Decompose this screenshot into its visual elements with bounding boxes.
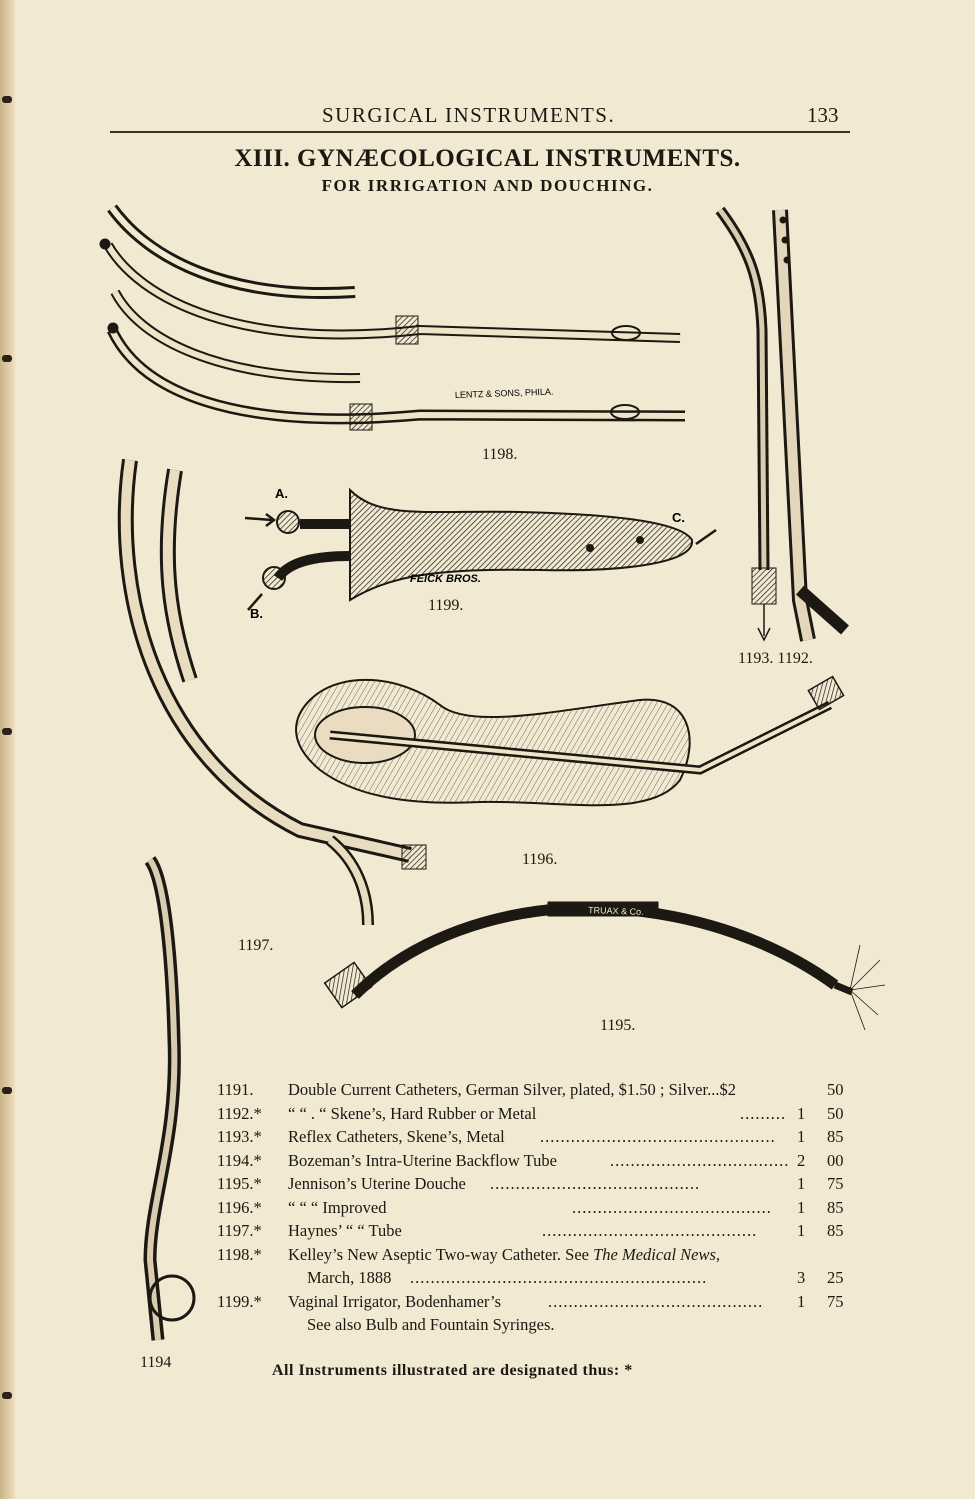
item-description: Jennison’s Uterine Douche xyxy=(288,1174,466,1193)
footer-note: All Instruments illustrated are designated thus: * xyxy=(272,1362,633,1379)
item-number: 1196.* xyxy=(217,1197,262,1217)
item-number: 1195.* xyxy=(217,1174,262,1193)
figure-label-1194: 1194 xyxy=(140,1354,172,1371)
price-row xyxy=(200,1290,860,1314)
item-dollars: 1 xyxy=(797,1221,806,1240)
item-description: “ “ “ Improved xyxy=(288,1197,387,1217)
douche-1195-illustration xyxy=(325,902,885,1030)
item-number: 1193.* xyxy=(217,1127,262,1146)
item-cents: 50 xyxy=(827,1080,844,1099)
leader-dots: ................................... xyxy=(610,1150,790,1170)
section-title: XIII. GYNÆCOLOGICAL INSTRUMENTS. xyxy=(234,145,741,172)
item-description: “ “ . “ Skene’s, Hard Rubber or Metal xyxy=(288,1103,537,1123)
figure-label-1195: 1195. xyxy=(600,1017,636,1034)
item-description: Haynes’ “ “ Tube xyxy=(288,1221,402,1240)
item-cents: 85 xyxy=(827,1127,844,1146)
price-list xyxy=(200,1078,860,1337)
item-dollars: 1 xyxy=(797,1174,806,1193)
item-description: Reflex Catheters, Skene’s, Metal xyxy=(288,1127,505,1146)
running-header: SURGICAL INSTRUMENTS. xyxy=(322,103,616,127)
item-cents: 25 xyxy=(827,1268,844,1287)
item-number: 1198.* xyxy=(217,1244,262,1264)
item-description: Double Current Catheters, German Silver, plated, $1.50 ; Silver...$2 xyxy=(288,1080,736,1099)
marker-a: A. xyxy=(275,486,288,501)
item-dollars: 1 xyxy=(797,1103,806,1123)
figure-label-1196: 1196. xyxy=(522,851,558,868)
item-description-text: Kelley’s New Aseptic Two-way Catheter. See xyxy=(288,1244,594,1264)
item-number: 1194.* xyxy=(217,1150,262,1170)
price-row xyxy=(200,1219,860,1243)
price-row xyxy=(200,1078,860,1102)
item-number: 1191. xyxy=(217,1080,254,1099)
item-cents: 75 xyxy=(827,1174,844,1193)
item-dollars: 3 xyxy=(797,1268,806,1287)
marker-c: C. xyxy=(672,510,685,525)
leader-dots: ......... xyxy=(740,1103,787,1123)
catheter-1193-illustration xyxy=(720,210,776,640)
item-number: 1197.* xyxy=(217,1221,262,1240)
price-row xyxy=(200,1266,860,1290)
maker-stamp-lentz: LENTZ & SONS, PHILA. xyxy=(454,386,554,400)
item-cents: 85 xyxy=(827,1197,844,1217)
figure-label-1199: 1199. xyxy=(428,597,464,614)
figure-label-1198: 1198. xyxy=(482,446,518,463)
leader-dots: .......................................... xyxy=(542,1221,758,1240)
leader-dots: ....................................... xyxy=(572,1197,772,1217)
item-dollars: 1 xyxy=(797,1127,806,1146)
item-cents: 85 xyxy=(827,1221,844,1240)
leader-dots: .......................................... xyxy=(548,1291,764,1311)
price-row xyxy=(200,1125,860,1149)
item-number: 1192.* xyxy=(217,1103,262,1123)
maker-stamp-truax: TRUAX & Co. xyxy=(587,905,644,917)
item-dollars: 1 xyxy=(797,1291,806,1311)
figure-label-1197: 1197. xyxy=(238,937,274,954)
leader-dots: ......................................... xyxy=(490,1174,701,1193)
price-row xyxy=(200,1196,860,1220)
item-dollars: 2 xyxy=(797,1150,806,1170)
page-number: 133 xyxy=(807,103,839,127)
price-row xyxy=(200,1243,860,1267)
figure-label-1193-1192: 1193. 1192. xyxy=(738,650,813,667)
leader-dots: .............................................. xyxy=(540,1127,776,1146)
item-cents: 00 xyxy=(827,1150,844,1170)
irrigator-1199-illustration xyxy=(245,490,716,610)
price-row xyxy=(200,1102,860,1126)
price-row xyxy=(200,1149,860,1173)
item-dollars: 1 xyxy=(797,1197,806,1217)
marker-b: B. xyxy=(250,606,263,621)
douche-1196-illustration xyxy=(296,676,844,805)
section-subtitle: FOR IRRIGATION AND DOUCHING. xyxy=(321,176,654,195)
leader-dots: .......................................................... xyxy=(410,1268,708,1287)
maker-stamp-feick: FEICK BROS. xyxy=(410,573,481,585)
price-row xyxy=(200,1172,860,1196)
item-cents: 75 xyxy=(827,1291,844,1311)
see-also-note: See also Bulb and Fountain Syringes. xyxy=(307,1315,555,1334)
item-description xyxy=(288,1243,720,1267)
item-description: Vaginal Irrigator, Bodenhamer’s xyxy=(288,1291,502,1311)
catheter-1198-illustration xyxy=(100,208,685,430)
item-number: 1199.* xyxy=(217,1291,262,1311)
item-description: Bozeman’s Intra-Uterine Backflow Tube xyxy=(288,1150,557,1170)
tube-1194-illustration xyxy=(150,860,194,1340)
journal-citation: The Medical News, xyxy=(593,1244,721,1264)
item-cents: 50 xyxy=(827,1103,844,1123)
item-description: March, 1888 xyxy=(307,1268,392,1287)
price-row xyxy=(200,1313,860,1337)
catheter-1192-illustration xyxy=(780,210,845,640)
